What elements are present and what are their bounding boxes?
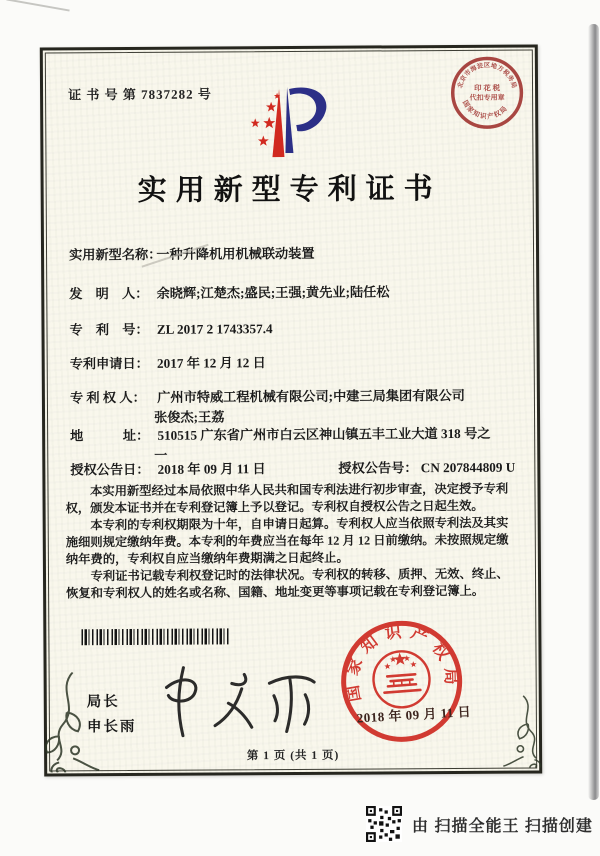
field-value: 510515 广东省广州市白云区神山镇五丰工业大道 318 号之	[157, 425, 491, 443]
field-address-line2: 一	[154, 447, 168, 463]
seal-date: 2018 年 09 月 11 日	[356, 703, 472, 726]
field-label: 发 明 人：	[69, 285, 149, 302]
scanner-watermark	[366, 806, 593, 842]
field-value: 广州市特威工程机械有限公司;中建三局集团有限公司	[157, 387, 465, 405]
field-patent-number	[69, 318, 272, 338]
tax-stamp-seal	[448, 54, 526, 132]
field-value: 一种升降机用机械联动装置	[156, 245, 315, 262]
field-label: 授权公告日：	[70, 461, 150, 478]
scan-edge-shadow	[588, 24, 599, 800]
patent-office-logo-icon	[241, 83, 337, 162]
certificate-sheet	[40, 44, 542, 776]
tax-stamp-arc-bottom: 国家知识产权局	[460, 99, 510, 121]
official-seal	[333, 613, 470, 750]
field-label: 授权公告号：	[338, 460, 418, 476]
tax-stamp-center-line1: 印 花 税	[474, 83, 501, 93]
field-label: 地 址：	[70, 427, 150, 444]
field-patentee	[70, 385, 465, 406]
field-label: 专利申请日：	[69, 355, 149, 372]
notice-paragraph-2: 本专利的专利权期限为十年，自申请日起算。专利权人应当依照专利法及其实施细则规定缴纳年费。本专利的年费应当在每年 12 月 12 日前缴纳。未按照规定缴纳年费的，专利权自应当缴纳年费期满之日起终止。	[65, 515, 509, 567]
field-label: 实用新型名称：	[68, 246, 162, 263]
notice-paragraph-1: 本实用新型经过本局依照中华人民共和国专利法进行初步审查，决定授予专利权，颁发本证书并在专利登记簿上予以登记。专利权自授权公告之日起生效。	[65, 481, 509, 516]
qr-code-icon	[366, 806, 402, 842]
field-grant-row	[70, 457, 517, 479]
handwritten-signature	[156, 653, 327, 742]
notice-paragraph-3: 专利证书记载专利权登记时的法律状况。专利权的转移、质押、无效、终止、恢复和专利权人的姓名或名称、国籍、地址变更等事项记载在专利登记簿上。	[66, 566, 509, 601]
field-value: CN 207844809 U	[420, 459, 516, 476]
tax-stamp-arc-top: 北京市海淀区地方税务局	[456, 62, 518, 90]
scanner-watermark-text: 由 扫描全能王 扫描创建	[412, 817, 593, 835]
field-value: 余晓辉;江楚杰;盛民;王强;黄先业;陆任松	[156, 284, 390, 301]
legal-notice-paragraphs	[65, 481, 520, 603]
field-patentee-line2: 张俊杰;王荔	[153, 409, 225, 425]
signer-role-label: 局长	[86, 694, 120, 711]
field-filing-date	[70, 352, 266, 372]
page-number-footer: 第 1 页 (共 1 页)	[246, 749, 340, 763]
field-label: 专 利 号：	[69, 321, 149, 338]
scan-corner-artifact	[6, 0, 69, 12]
field-utility-model-name	[69, 243, 315, 263]
certificate-number: 证 书 号 第 7837282 号	[68, 86, 212, 103]
field-grant-number	[338, 457, 515, 477]
barcode	[81, 628, 229, 645]
field-value: 2017 年 12 月 12 日	[156, 355, 266, 371]
certificate-title: 实用新型专利证书	[137, 173, 442, 207]
logo-p-bowl	[289, 87, 327, 131]
field-inventors	[69, 281, 389, 302]
field-label: 专 利 权 人：	[69, 389, 146, 406]
logo-navy-stem	[285, 87, 293, 153]
national-emblem-icon	[371, 649, 431, 709]
signer-name-label: 申长雨	[86, 718, 137, 736]
field-address	[70, 423, 490, 445]
tax-stamp-center-line2: 代扣专用章	[469, 93, 505, 102]
field-value: ZL 2017 2 1743357.4	[156, 321, 273, 337]
seal-arc-text: 国家知识产权局	[341, 621, 461, 704]
field-value: 2018 年 09 月 11 日	[157, 461, 266, 477]
logo-red-wedge	[272, 89, 284, 157]
